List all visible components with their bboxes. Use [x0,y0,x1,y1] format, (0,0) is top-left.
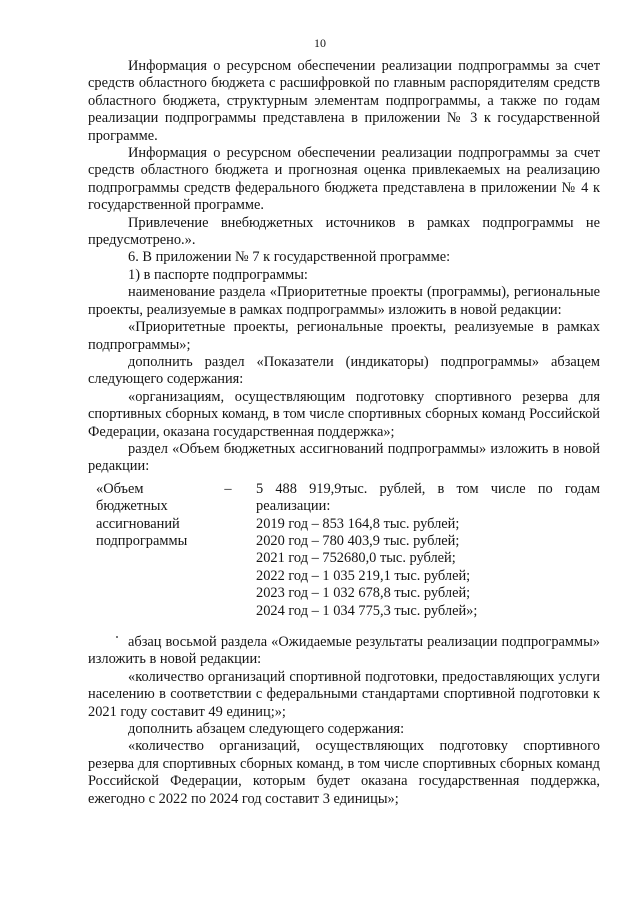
paragraph-new-section-name: «Приоритетные проекты, региональные проекты, реализуемые в рамках подпрограммы»; [88,319,600,353]
paragraph-section-name: наименование раздела «Приоритетные проекты (программы), региональные проекты, реализуемые в рамках подпрограммы» изложить в новой редакции: [88,284,600,318]
budget-year-line: 2024 год – 1 034 775,3 тыс. рублей»; [256,602,478,619]
budget-label-line: ассигнований [96,515,180,532]
budget-year-line: 2020 год – 780 403,9 тыс. рублей; [256,532,460,549]
budget-label-line: «Объем бюджетных [96,480,168,515]
paragraph-resource-info-1: Информация о ресурсном обеспечении реализации подпрограммы за счет средств областного бюджета с расшифровкой по главным распорядителям средств областного бюджета, структурным элементам подпрограммы, а также по годам реализации подпрограммы представлена в приложении № 3 к государственной программе. [88,58,600,144]
budget-total-continuation: реализации: [256,498,331,515]
budget-year-line: 2019 год – 853 164,8 тыс. рублей; [256,515,460,532]
budget-label-line: подпрограммы [96,532,188,549]
scan-speck [116,636,118,638]
page-number: 10 [314,36,326,50]
budget-total: 5 488 919,9тыс. рублей, в том числе по годам [256,480,600,497]
budget-table [96,481,600,620]
document-body [88,58,600,808]
paragraph-add-paragraph: дополнить абзацем следующего содержания: [128,721,405,738]
paragraph-expected-results: абзац восьмой раздела «Ожидаемые результаты реализации подпрограммы» изложить в новой редакции: [88,634,600,668]
paragraph-extrabudgetary: Привлечение внебюджетных источников в рамках подпрограммы не предусмотрено.». [88,214,600,249]
paragraph-budget-section: раздел «Объем бюджетных ассигнований подпрограммы» изложить в новой редакции: [88,440,600,475]
budget-year-line: 2021 год – 752680,0 тыс. рублей; [256,550,456,567]
budget-label-cell [96,481,238,620]
paragraph-item-6: 6. В приложении № 7 к государственной программе: [128,249,451,266]
paragraph-resource-info-2: Информация о ресурсном обеспечении реализации подпрограммы за счет средств областного бюджета и прогнозная оценка привлекаемых на реализацию подпрограммы средств федерального бюджета представлена в приложении № 4 к государственной программе. [88,145,600,214]
budget-year-line: 2022 год – 1 035 219,1 тыс. рублей; [256,567,471,584]
budget-values-cell [238,481,600,620]
paragraph-organizations-count: «количество организаций спортивной подготовки, предоставляющих услуги населению в соответствии с федеральными стандартами спортивной подготовки к 2021 году составит 49 единиц;»; [88,668,600,720]
paragraph-support-count: «количество организаций, осуществляющих подготовку спортивного резерва для спортивных сборных команд, в том числе спортивных сборных команд Российской Федерации, которым будет оказана государственная поддержка, ежегодно с 2022 по 2024 год составит 3 единицы»; [88,738,600,807]
paragraph-add-indicator: дополнить раздел «Показатели (индикаторы) подпрограммы» абзацем следующего содержания: [88,353,600,388]
budget-year-line: 2023 год – 1 032 678,8 тыс. рублей; [256,585,471,602]
paragraph-indicator-text: «организациям, осуществляющим подготовку спортивного резерва для спортивных сборных команд, в том числе спортивных сборных команд Российской Федерации, оказана государственная поддержка»; [88,388,600,440]
paragraph-subitem-1: 1) в паспорте подпрограммы: [128,266,308,283]
budget-dash: – [224,480,232,497]
budget-label [96,481,218,620]
